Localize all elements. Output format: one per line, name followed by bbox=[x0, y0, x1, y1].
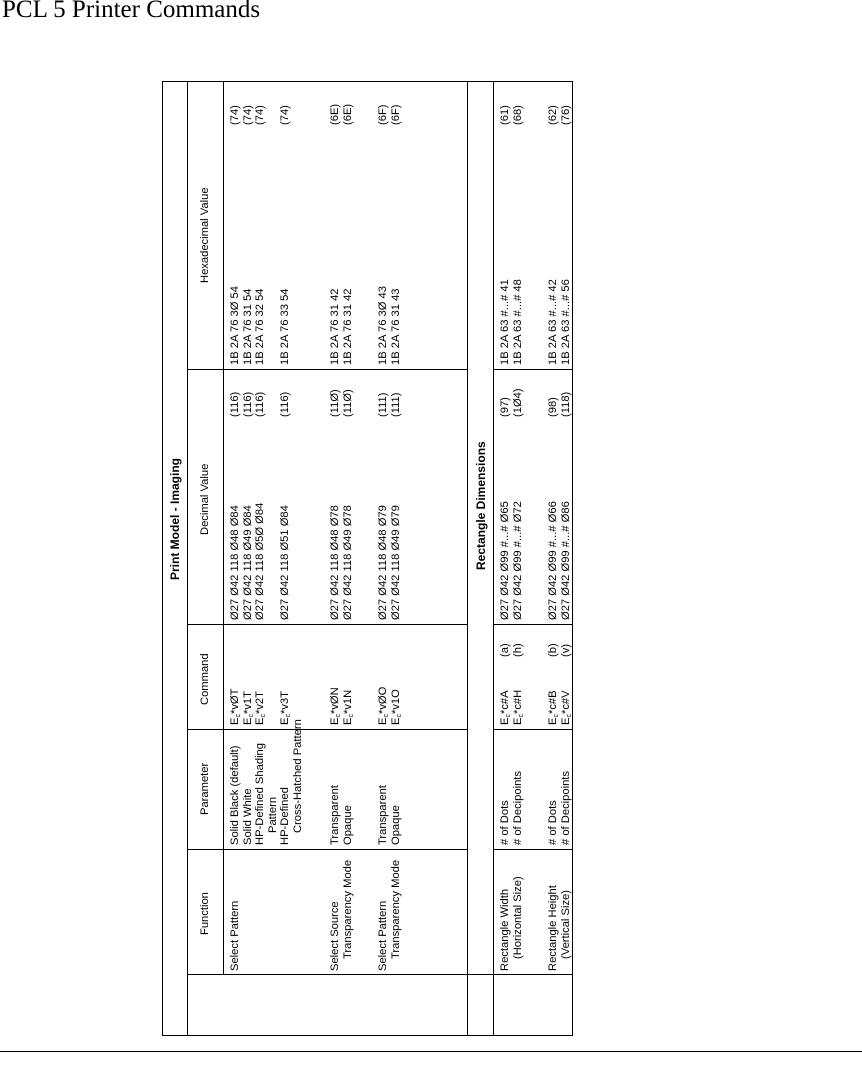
hex-char: (74) bbox=[241, 105, 254, 125]
command-code: *v1N bbox=[341, 689, 354, 715]
decimal-cell: Ø27 Ø42 118 Ø49 Ø78 bbox=[341, 505, 354, 620]
escape-char bbox=[242, 714, 255, 725]
escape-e: E bbox=[279, 717, 291, 725]
function-label: Transparency Mode bbox=[341, 859, 354, 959]
decimal-cell: Ø27 Ø42 Ø99 #...# Ø65 bbox=[499, 501, 511, 620]
command-cell bbox=[254, 691, 267, 725]
section-rule-bottom bbox=[493, 82, 494, 1035]
parameter-cell: Opaque bbox=[341, 805, 354, 845]
hex-char: (62) bbox=[547, 105, 559, 125]
escape-char bbox=[329, 714, 342, 725]
escape-c: c bbox=[285, 714, 292, 718]
hex-char: (74) bbox=[254, 105, 266, 125]
command-code: *vØO bbox=[377, 686, 389, 715]
page-bottom-rule bbox=[0, 1051, 862, 1052]
command-cell bbox=[377, 687, 390, 725]
parameter-cell: Transparent bbox=[377, 785, 389, 845]
escape-e: E bbox=[559, 717, 572, 725]
escape-c: c bbox=[247, 714, 255, 718]
command-cell bbox=[329, 687, 342, 725]
parameter-cell: Pattern bbox=[266, 796, 279, 833]
col-rule-4b bbox=[493, 369, 572, 370]
parameter-cell: # of Dots bbox=[547, 800, 559, 845]
parameter-cell: Cross-Hatched Pattern bbox=[291, 719, 304, 833]
escape-char bbox=[560, 714, 573, 725]
rotated-table-content bbox=[163, 82, 572, 1035]
escape-char bbox=[342, 714, 355, 725]
command-cell bbox=[342, 690, 355, 725]
title-rule bbox=[187, 82, 188, 1035]
function-label: Transparency Mode bbox=[389, 859, 402, 959]
decimal-char: (116) bbox=[254, 391, 266, 417]
hex-char: (6F) bbox=[389, 104, 402, 125]
command-cell bbox=[390, 689, 403, 725]
decimal-char: (116) bbox=[229, 391, 241, 417]
decimal-char: (97) bbox=[499, 397, 511, 417]
col-rule-2b bbox=[493, 729, 572, 730]
function-label: (Horizontal Size) bbox=[511, 876, 524, 959]
hex-cell: 1B 2A 76 31 42 bbox=[341, 288, 354, 365]
escape-c: c bbox=[553, 714, 560, 718]
escape-char bbox=[547, 714, 560, 725]
escape-char bbox=[377, 714, 390, 725]
command-code: *v2T bbox=[254, 691, 266, 715]
hex-char: (74) bbox=[279, 105, 291, 125]
function-label: (Vertical Size) bbox=[559, 889, 572, 959]
function-label: Select Pattern bbox=[229, 900, 241, 971]
decimal-char: (98) bbox=[547, 397, 559, 417]
command-code: *v3T bbox=[279, 691, 291, 715]
col-rule-1 bbox=[187, 849, 468, 850]
escape-char bbox=[254, 714, 267, 725]
parameter-cell: # of Decipoints bbox=[559, 770, 572, 845]
escape-e: E bbox=[547, 717, 559, 725]
parameter-cell: Solid White bbox=[241, 788, 254, 845]
parameter-cell: Solid Black (default) bbox=[229, 745, 241, 845]
parameter-cell: Transparent bbox=[329, 785, 341, 845]
decimal-char: (111) bbox=[389, 392, 402, 417]
command-code: *vØT bbox=[229, 688, 241, 715]
decimal-cell: Ø27 Ø42 118 Ø48 Ø84 bbox=[229, 505, 241, 620]
section2-title: Rectangle Dimensions bbox=[474, 441, 488, 570]
escape-e: E bbox=[511, 717, 524, 725]
hex-char: (76) bbox=[559, 105, 572, 125]
escape-char bbox=[390, 714, 403, 725]
command-cell bbox=[229, 689, 242, 725]
command-code: *c#H bbox=[511, 689, 524, 715]
hex-cell: 1B 2A 63 #...# 42 bbox=[547, 279, 559, 365]
decimal-char: (116) bbox=[279, 391, 291, 417]
escape-char bbox=[512, 714, 525, 725]
function-label: Select Source bbox=[329, 901, 341, 971]
decimal-cell: Ø27 Ø42 118 Ø49 Ø84 bbox=[241, 505, 254, 620]
escape-char bbox=[499, 714, 512, 725]
command-cell bbox=[560, 690, 573, 725]
escape-e: E bbox=[229, 717, 241, 725]
command-cell bbox=[499, 690, 512, 725]
command-code: *c#V bbox=[559, 690, 572, 715]
hex-char: (6E) bbox=[341, 103, 354, 125]
header-command: Command bbox=[199, 653, 211, 705]
escape-c: c bbox=[565, 714, 573, 718]
command-code: *c#B bbox=[547, 690, 559, 715]
escape-c: c bbox=[395, 714, 403, 718]
decimal-cell: Ø27 Ø42 Ø99 #...# Ø66 bbox=[547, 501, 559, 620]
hex-cell: 1B 2A 63 #...# 41 bbox=[499, 279, 511, 365]
decimal-char: (111) bbox=[377, 392, 389, 417]
command-table bbox=[162, 81, 573, 1036]
decimal-cell: Ø27 Ø42 118 Ø51 Ø84 bbox=[279, 505, 291, 620]
command-code: *c#A bbox=[499, 690, 511, 715]
parameter-cell: # of Decipoints bbox=[511, 770, 524, 845]
header-decimal: Decimal Value bbox=[199, 463, 211, 535]
decimal-char: (11Ø) bbox=[341, 389, 354, 417]
hex-char: (61) bbox=[499, 105, 511, 125]
escape-c: c bbox=[260, 714, 267, 718]
hex-cell: 1B 2A 76 31 54 bbox=[241, 288, 254, 365]
escape-char bbox=[279, 714, 292, 725]
hex-cell: 1B 2A 76 3Ø 54 bbox=[229, 286, 241, 365]
command-letter: (v) bbox=[559, 643, 572, 657]
escape-e: E bbox=[389, 717, 402, 725]
section-rule-top bbox=[467, 82, 468, 1035]
escape-e: E bbox=[241, 717, 254, 725]
command-code: *vØN bbox=[329, 687, 341, 715]
decimal-char: (118) bbox=[559, 391, 572, 417]
escape-c: c bbox=[335, 714, 342, 718]
decimal-cell: Ø27 Ø42 118 Ø48 Ø79 bbox=[377, 505, 389, 620]
parameter-cell: HP-Defined bbox=[279, 787, 291, 845]
hex-char: (68) bbox=[511, 105, 524, 125]
left-margin-rule bbox=[187, 974, 572, 975]
escape-e: E bbox=[499, 717, 511, 725]
decimal-cell: Ø27 Ø42 118 Ø49 Ø79 bbox=[389, 505, 402, 620]
hex-cell: 1B 2A 76 3Ø 43 bbox=[377, 286, 389, 365]
decimal-cell: Ø27 Ø42 Ø99 #...# Ø72 bbox=[511, 501, 524, 620]
decimal-cell: Ø27 Ø42 Ø99 #...# Ø86 bbox=[559, 501, 572, 620]
function-label: Select Pattern bbox=[377, 900, 389, 971]
function-label: Rectangle Width bbox=[499, 888, 511, 971]
hex-char: (6E) bbox=[329, 103, 341, 125]
escape-e: E bbox=[377, 717, 389, 725]
hex-cell: 1B 2A 76 31 43 bbox=[389, 288, 402, 365]
decimal-char: (11Ø) bbox=[329, 389, 341, 417]
decimal-char: (116) bbox=[241, 391, 254, 417]
hex-cell: 1B 2A 76 32 54 bbox=[254, 288, 266, 365]
page-title: PCL 5 Printer Commands bbox=[2, 0, 261, 23]
parameter-cell: Opaque bbox=[389, 805, 402, 845]
col-rule-2 bbox=[187, 729, 468, 730]
col-rule-3 bbox=[187, 624, 468, 625]
command-code: *v1T bbox=[241, 691, 254, 715]
command-cell bbox=[547, 690, 560, 725]
header-parameter: Parameter bbox=[199, 762, 211, 815]
hex-cell: 1B 2A 76 33 54 bbox=[279, 288, 291, 365]
header-rule bbox=[223, 82, 224, 975]
parameter-cell: # of Dots bbox=[499, 800, 511, 845]
parameter-cell: HP-Defined Shading bbox=[254, 743, 266, 845]
header-function: Function bbox=[199, 892, 211, 935]
hex-cell: 1B 2A 63 #...# 56 bbox=[559, 279, 572, 365]
escape-c: c bbox=[505, 714, 512, 718]
escape-c: c bbox=[517, 714, 525, 718]
decimal-cell: Ø27 Ø42 118 Ø48 Ø78 bbox=[329, 505, 341, 620]
command-letter: (a) bbox=[499, 643, 511, 657]
escape-char bbox=[229, 714, 242, 725]
command-cell bbox=[279, 691, 292, 725]
hex-cell: 1B 2A 63 #...# 48 bbox=[511, 279, 524, 365]
hex-char: (6F) bbox=[377, 104, 389, 125]
escape-e: E bbox=[329, 717, 341, 725]
command-cell bbox=[242, 691, 255, 725]
escape-e: E bbox=[341, 717, 354, 725]
col-rule-4 bbox=[187, 369, 468, 370]
header-hex: Hexadecimal Value bbox=[199, 187, 211, 283]
escape-c: c bbox=[383, 714, 390, 718]
escape-c: c bbox=[347, 714, 355, 718]
table-title: Print Model - Imaging bbox=[168, 458, 182, 580]
function-label: Rectangle Height bbox=[547, 885, 559, 971]
col-rule-1b bbox=[493, 849, 572, 850]
hex-char: (74) bbox=[229, 105, 241, 125]
command-code: *v1O bbox=[389, 689, 402, 715]
command-letter: (b) bbox=[547, 643, 559, 657]
col-rule-3b bbox=[493, 624, 572, 625]
escape-e: E bbox=[254, 717, 266, 725]
hex-cell: 1B 2A 76 31 42 bbox=[329, 288, 341, 365]
decimal-char: (1Ø4) bbox=[511, 388, 524, 417]
command-letter: (h) bbox=[511, 643, 524, 657]
escape-c: c bbox=[235, 714, 242, 718]
decimal-cell: Ø27 Ø42 118 Ø5Ø Ø84 bbox=[254, 502, 266, 620]
command-cell bbox=[512, 690, 525, 725]
